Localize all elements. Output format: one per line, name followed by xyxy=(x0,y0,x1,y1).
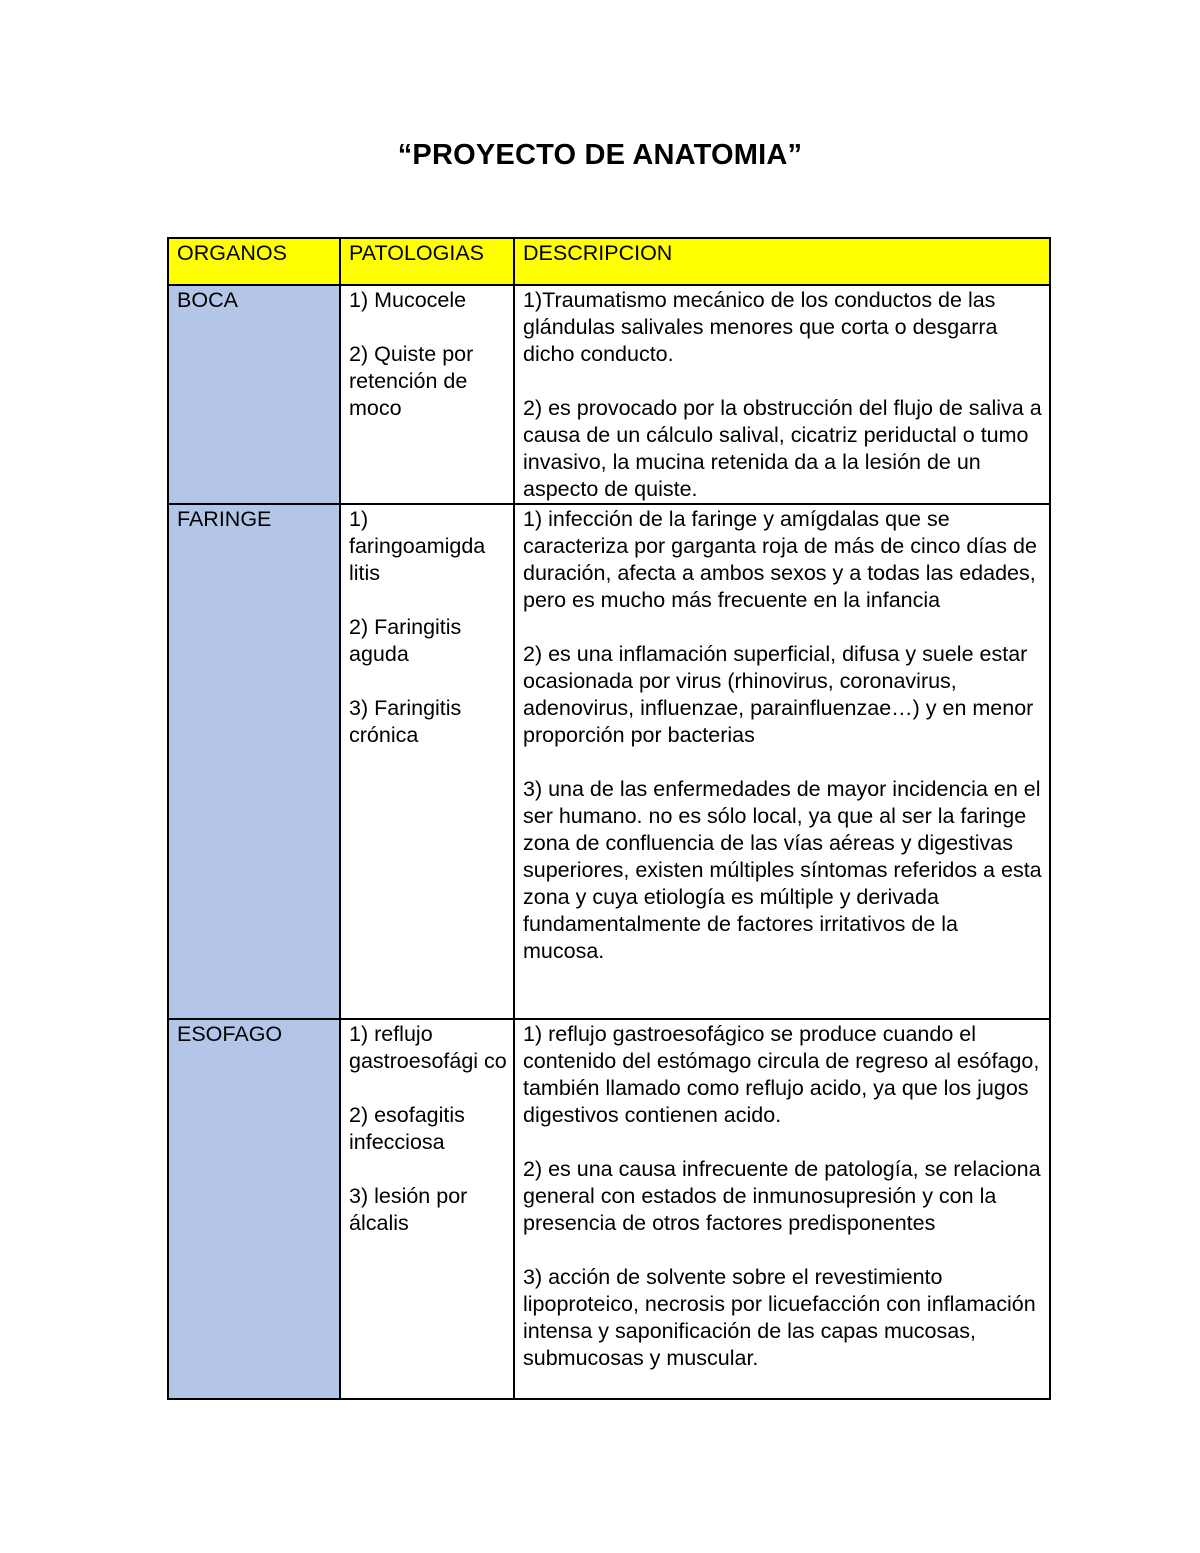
pathologies-cell xyxy=(340,504,514,1019)
document-title: “PROYECTO DE ANATOMIA” xyxy=(397,139,803,171)
description-item: 3) una de las enfermedades de mayor incidencia en el ser humano. no es sólo local, ya que al ser la faringe zona de confluencia de las vías aéreas y digestivas superiores, existen múltiples síntomas referidos a esta zona y cuya etiología es múltiple y derivada fundamentalmente de factores irritativos de la mucosa. xyxy=(523,777,1042,963)
description-item: 1)Traumatismo mecánico de los conductos de las glándulas salivales menores que corta o desgarra dicho conducto. xyxy=(523,288,998,366)
description-item: 2) es provocado por la obstrucción del flujo de saliva a causa de un cálculo salival, cicatriz periductal o tumo invasivo, la mucina retenida da a la lesión de un aspecto de quiste. xyxy=(523,396,1042,501)
header-organos: ORGANOS xyxy=(168,238,340,285)
anatomy-table xyxy=(167,237,1051,1400)
organ-cell: FARINGE xyxy=(168,504,340,1019)
pathologies-cell xyxy=(340,1019,514,1399)
description-cell xyxy=(514,285,1050,504)
pathology-item: 3) Faringitis crónica xyxy=(349,696,462,747)
pathology-item: 1) faringoamigda litis xyxy=(349,507,486,585)
description-item: 2) es una inflamación superficial, difusa y suele estar ocasionada por virus (rhinovirus, coronavirus, adenovirus, influenzae, parainfluenzae…) y en menor proporción por bacterias xyxy=(523,642,1034,747)
table-header-row xyxy=(168,238,1050,285)
pathologies-cell xyxy=(340,285,514,504)
pathology-item: 2) Quiste por retención de moco xyxy=(349,342,474,420)
description-cell xyxy=(514,504,1050,1019)
header-descripcion: DESCRIPCION xyxy=(514,238,1050,285)
organ-cell: ESOFAGO xyxy=(168,1019,340,1399)
table-row xyxy=(168,285,1050,504)
description-item: 3) acción de solvente sobre el revestimiento lipoproteico, necrosis por licuefacción con inflamación intensa y saponificación de las capas mucosas, submucosas y muscular. xyxy=(523,1265,1036,1370)
pathology-item: 2) esofagitis infecciosa xyxy=(349,1103,465,1154)
table-row xyxy=(168,1019,1050,1399)
organ-cell: BOCA xyxy=(168,285,340,504)
description-cell xyxy=(514,1019,1050,1399)
description-item: 1) reflujo gastroesofágico se produce cuando el contenido del estómago circula de regreso al esófago, también llamado como reflujo acido, ya que los jugos digestivos contienen acido. xyxy=(523,1022,1040,1127)
pathology-item: 1) reflujo gastroesofági co xyxy=(349,1022,507,1073)
pathology-item: 1) Mucocele xyxy=(349,288,467,312)
header-patologias: PATOLOGIAS xyxy=(340,238,514,285)
description-item: 2) es una causa infrecuente de patología, se relaciona general con estados de inmunosupresión y con la presencia de otros factores predisponentes xyxy=(523,1157,1041,1235)
pathology-item: 2) Faringitis aguda xyxy=(349,615,462,666)
description-item: 1) infección de la faringe y amígdalas que se caracteriza por garganta roja de más de cinco días de duración, afecta a ambos sexos y a todas las edades, pero es mucho más frecuente en la infancia xyxy=(523,507,1037,612)
table-row xyxy=(168,504,1050,1019)
pathology-item: 3) lesión por álcalis xyxy=(349,1184,468,1235)
